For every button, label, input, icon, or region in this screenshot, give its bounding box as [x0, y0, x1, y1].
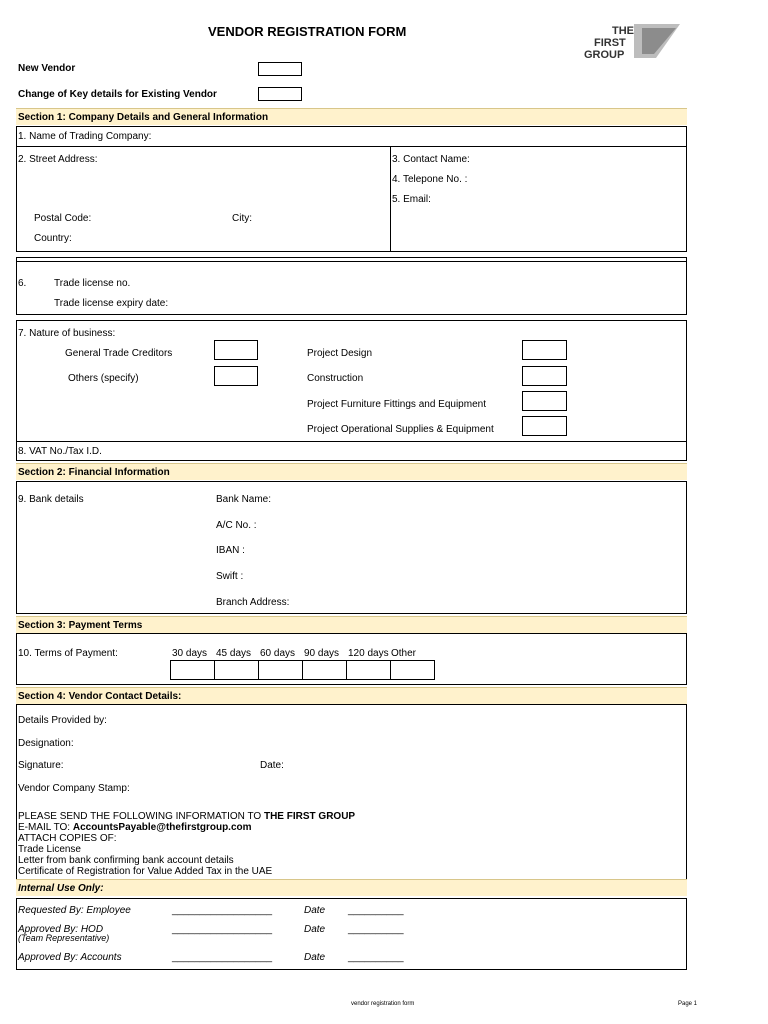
- business-nature-frame: [16, 320, 687, 461]
- construction-label: Construction: [307, 373, 364, 384]
- contact-name-label: 3. Contact Name:: [392, 154, 470, 165]
- term-other-label: Other: [391, 648, 417, 659]
- requested-date-line: __________: [348, 905, 404, 916]
- swift-label: Swift :: [216, 571, 244, 582]
- term-120-checkbox[interactable]: [346, 660, 391, 680]
- approved-hod-label: Approved By: HOD: [18, 924, 104, 935]
- team-rep-label: (Team Representative): [18, 933, 110, 943]
- project-design-label: Project Design: [307, 348, 373, 359]
- provided-by-label: Details Provided by:: [18, 715, 107, 726]
- change-key-checkbox[interactable]: [258, 87, 302, 101]
- internal-title: Internal Use Only:: [18, 883, 104, 894]
- approved-accounts-label: Approved By: Accounts: [18, 952, 122, 963]
- postal-code-label: Postal Code:: [34, 213, 92, 224]
- svg-text:THE: THE: [612, 25, 634, 37]
- street-address-label: 2. Street Address:: [18, 154, 98, 165]
- bank-details-label: 9. Bank details: [18, 494, 84, 505]
- furniture-label: Project Furniture Fittings and Equipment: [307, 399, 486, 410]
- term-120-label: 120 days: [348, 648, 389, 659]
- accounts-date-line: __________: [348, 952, 404, 963]
- terms-payment-label: 10. Terms of Payment:: [18, 648, 118, 659]
- country-label: Country:: [34, 233, 72, 244]
- telephone-label: 4. Telepone No. :: [392, 174, 468, 185]
- financial-frame: [16, 481, 687, 614]
- branch-address-label: Branch Address:: [216, 597, 290, 608]
- section1-header: [16, 108, 687, 125]
- change-key-label: Change of Key details for Existing Vendor: [18, 89, 217, 100]
- section3-header: [16, 616, 687, 633]
- hod-date-label: Date: [304, 924, 326, 935]
- company-stamp-label: Vendor Company Stamp:: [18, 783, 130, 794]
- accounts-date-label: Date: [304, 952, 326, 963]
- footer-title: vendor registration form: [351, 1001, 415, 1007]
- attach-copies-label: ATTACH COPIES OF:: [18, 833, 117, 844]
- requested-by-line: __________________: [172, 905, 273, 916]
- others-label: Others (specify): [68, 373, 139, 384]
- hod-date-line: __________: [348, 924, 404, 935]
- approved-hod-line: __________________: [172, 924, 273, 935]
- svg-text:FIRST: FIRST: [594, 37, 626, 49]
- term-other-checkbox[interactable]: [390, 660, 435, 680]
- approved-accounts-line: __________________: [172, 952, 273, 963]
- new-vendor-checkbox[interactable]: [258, 62, 302, 76]
- company-logo: [584, 22, 682, 60]
- doc-item: Certificate of Registration for Value Added Tax in the UAE: [18, 866, 273, 877]
- send-info-text: PLEASE SEND THE FOLLOWING INFORMATION TO THE FIRST GROUP: [18, 811, 356, 822]
- operational-checkbox[interactable]: [522, 416, 567, 436]
- term-30-label: 30 days: [172, 648, 208, 659]
- term-45-label: 45 days: [216, 648, 252, 659]
- term-90-label: 90 days: [304, 648, 340, 659]
- company-details-frame: [16, 126, 687, 252]
- section2-header: [16, 463, 687, 480]
- requested-date-label: Date: [304, 905, 326, 916]
- page-number: Page 1: [678, 1001, 698, 1007]
- term-45-checkbox[interactable]: [214, 660, 259, 680]
- requested-by-label: Requested By: Employee: [18, 905, 131, 916]
- item6-label: 6.: [18, 278, 27, 289]
- email-link[interactable]: AccountsPayable@thefirstgroup.com: [72, 822, 252, 833]
- city-label: City:: [232, 213, 252, 224]
- iban-label: IBAN :: [216, 545, 245, 556]
- ac-no-label: A/C No. :: [216, 520, 257, 531]
- term-60-checkbox[interactable]: [258, 660, 303, 680]
- trading-company-label: 1. Name of Trading Company:: [18, 131, 152, 142]
- general-trade-label: General Trade Creditors: [65, 348, 173, 359]
- section2-title: Section 2: Financial Information: [18, 467, 170, 478]
- signature-label: Signature:: [18, 760, 64, 771]
- nature-business-label: 7. Nature of business:: [18, 328, 116, 339]
- bank-name-label: Bank Name:: [216, 494, 272, 505]
- furniture-checkbox[interactable]: [522, 391, 567, 411]
- vat-label: 8. VAT No./Tax I.D.: [18, 446, 102, 457]
- svg-text:GROUP: GROUP: [584, 49, 625, 60]
- section4-header: [16, 687, 687, 704]
- term-30-checkbox[interactable]: [170, 660, 215, 680]
- designation-label: Designation:: [18, 738, 74, 749]
- trade-license-expiry-label: Trade license expiry date:: [54, 298, 169, 309]
- section1-title: Section 1: Company Details and General Information: [18, 112, 269, 123]
- doc-item: Trade License: [18, 844, 81, 855]
- email-label: 5. Email:: [392, 194, 431, 205]
- operational-label: Project Operational Supplies & Equipment: [307, 424, 494, 435]
- email-to-text: E-MAIL TO: AccountsPayable@thefirstgroup.com: [18, 822, 252, 833]
- date-label: Date:: [260, 760, 284, 771]
- section3-title: Section 3: Payment Terms: [18, 620, 143, 631]
- term-60-label: 60 days: [260, 648, 296, 659]
- general-trade-checkbox[interactable]: [214, 340, 258, 360]
- page-title: VENDOR REGISTRATION FORM: [208, 24, 407, 39]
- trade-license-no-label: Trade license no.: [54, 278, 131, 289]
- new-vendor-label: New Vendor: [18, 63, 76, 74]
- construction-checkbox[interactable]: [522, 366, 567, 386]
- internal-header: [16, 879, 687, 896]
- others-checkbox[interactable]: [214, 366, 258, 386]
- section4-title: Section 4: Vendor Contact Details:: [18, 691, 182, 702]
- doc-item: Letter from bank confirming bank account details: [18, 855, 234, 866]
- project-design-checkbox[interactable]: [522, 340, 567, 360]
- term-90-checkbox[interactable]: [302, 660, 347, 680]
